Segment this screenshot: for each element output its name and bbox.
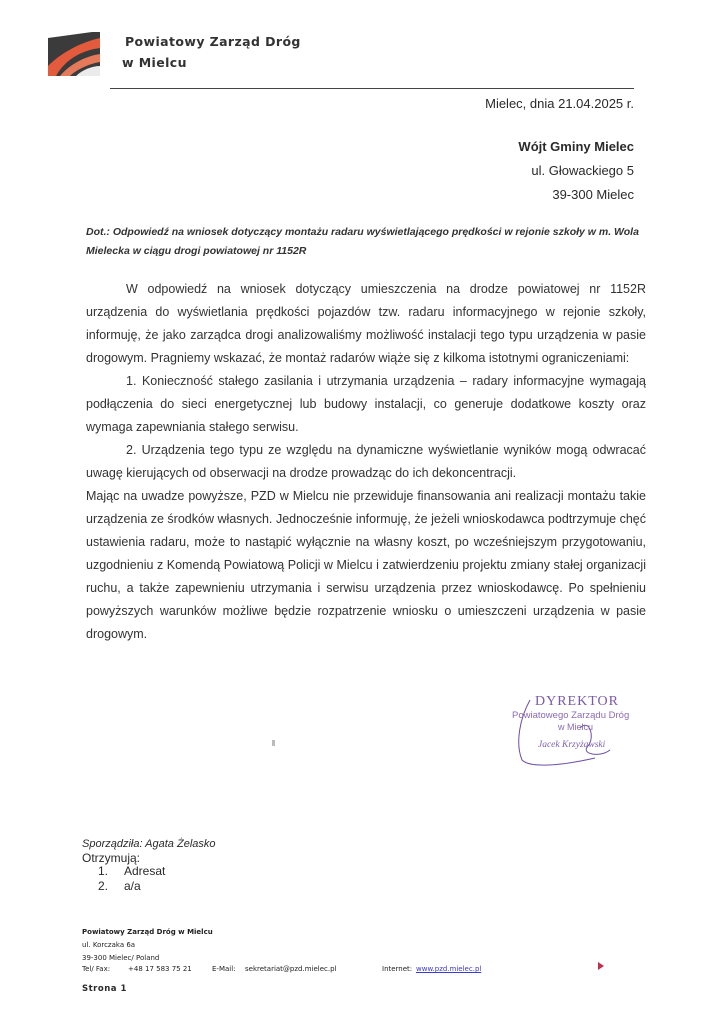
org-name-line2: w Mielcu <box>122 55 187 70</box>
letter-body <box>86 278 646 646</box>
body-point-2: 2. Urządzenia tego typu ze względu na dynamiczne wyświetlanie wyników mogą odwracać uwagę kierujących od obserwacji na drodze prowadząc do ich dekoncentracji. <box>86 443 646 480</box>
body-paragraph-intro: W odpowiedź na wniosek dotyczący umieszczenia na drodze powiatowej nr 1152R urządzenia do wyświetlania prędkości pojazdów tzw. radaru informacyjnego w rejonie szkoły, informuję, że jako zarządca drogi analizowaliśmy możliwość instalacji tego typu urządzenia w pasie drogowym. Pragniemy wskazać, że montaż radarów wiąże się z kilkoma istotnymi ograniczeniami: <box>86 282 646 365</box>
scan-artifact <box>272 740 275 746</box>
letter-subject: Dot.: Odpowiedź na wniosek dotyczący montażu radaru wyświetlającego prędkości w rejonie szkoły w m. Wola Mielecka w ciągu drogi powiatowej nr 1152R <box>86 226 639 257</box>
signature-stamp <box>500 688 650 768</box>
prepared-by: Sporządziła: Agata Żelasko <box>82 838 216 850</box>
pzd-logo-icon <box>42 28 104 82</box>
list-item <box>98 864 165 879</box>
footer-phone: +48 17 583 75 21 <box>128 965 192 973</box>
footer-org: Powiatowy Zarząd Dróg w Mielcu <box>82 928 213 936</box>
footer-website-link[interactable]: www.pzd.mielec.pl <box>416 965 482 973</box>
footer-phone-label: Tel/ Fax: <box>82 965 111 973</box>
letter-date: Mielec, dnia 21.04.2025 r. <box>485 96 634 111</box>
page-number: Strona 1 <box>82 984 127 994</box>
signature-name: Jacek Krzyżawski <box>538 740 606 750</box>
signature-city: w Mielcu <box>558 722 594 732</box>
recipient-address <box>518 135 634 207</box>
recipient-street: ul. Głowackiego 5 <box>531 163 634 178</box>
body-point-1: 1. Konieczność stałego zasilania i utrzymania urządzenia – radary informacyjne wymagają podłączenia do sieci energetycznej lub budowy instalacji, co generuje dodatkowe koszty oraz wymaga zapewniania stałego serwisu. <box>86 374 646 434</box>
signature-title: DYREKTOR <box>535 694 619 709</box>
signature-org: Powiatowego Zarządu Dróg <box>512 710 630 721</box>
list-item-text: a/a <box>124 879 141 893</box>
org-name-line1: Powiatowy Zarząd Dróg <box>125 34 301 49</box>
recipient-name: Wójt Gminy Mielec <box>518 139 634 154</box>
body-paragraph-conclusion: Mając na uwadze powyższe, PZD w Mielcu nie przewiduje finansowania ani realizacji montażu takie urządzenia ze środków własnych. Jednocześnie informuję, że jeżeli wnioskodawca podtrzymuje chęć ustawienia radaru, może to nastąpić wyłącznie na własny koszt, po wcześniejszym przygotowaniu, uzgodnieniu z Komendą Powiatową Policji w Mielcu i zatwierdzeniu projektu zmiany stałej organizacji ruchu, a także zapewnieniu utrzymania i serwisu urządzenia przez wnioskodawcę. Po spełnieniu powyższych warunków możliwe będzie rozpatrzenie wniosku o umieszczeni urządzenia w pasie drogowym. <box>86 489 646 641</box>
recipients-list <box>98 864 165 894</box>
list-item-number: 2. <box>98 879 109 893</box>
recipient-city: 39-300 Mielec <box>552 187 634 202</box>
list-item-text: Adresat <box>124 864 166 878</box>
footer-email-label: E-Mail: <box>212 965 236 973</box>
list-item <box>98 879 165 894</box>
arrow-right-icon <box>598 962 604 970</box>
footer-city: 39-300 Mielec/ Poland <box>82 954 160 962</box>
header-divider <box>110 88 634 89</box>
list-item-number: 1. <box>98 864 109 878</box>
footer-address <box>82 926 213 965</box>
footer-email[interactable]: sekretariat@pzd.mielec.pl <box>245 965 337 973</box>
footer-internet-label: Internet: <box>382 965 413 973</box>
footer-street: ul. Korczaka 6a <box>82 941 136 949</box>
recipients-title: Otrzymują: <box>82 851 141 865</box>
